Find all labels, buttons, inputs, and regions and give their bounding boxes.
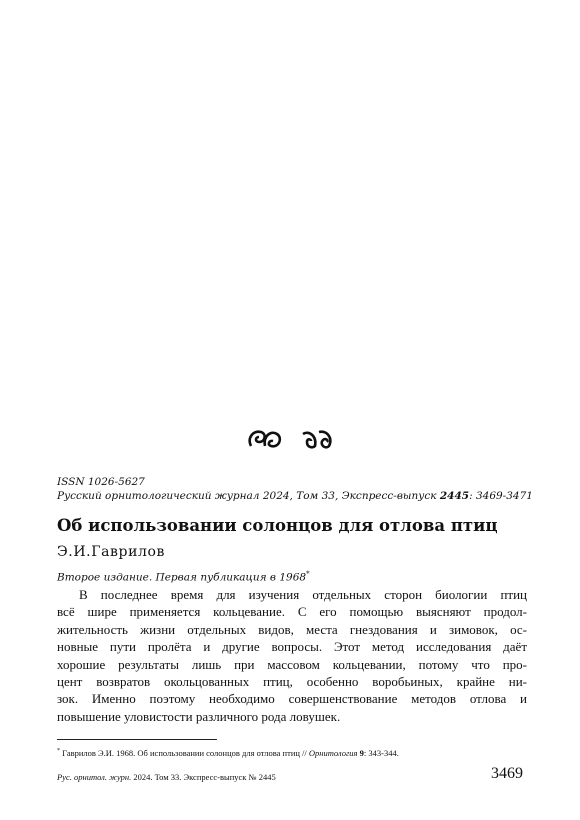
body-line: новные пути пролёта и другие вопросы. Этот метод исследования даёт bbox=[57, 639, 527, 655]
article-body bbox=[57, 586, 527, 725]
body-line: всё шире применяется кольцевание. С его помощью выясняют продол- bbox=[57, 604, 527, 620]
running-footer bbox=[57, 772, 276, 783]
edition-note bbox=[57, 568, 310, 585]
body-line: зок. Именно поэтому необходимо совершенствование методов отлова и bbox=[57, 691, 527, 707]
body-line: цент возвратов окольцованных птиц, особенно воробьиных, крайне ни- bbox=[57, 674, 527, 690]
footnote-pages: : 343-344. bbox=[363, 747, 399, 758]
footnote bbox=[57, 746, 527, 759]
footnote-text: Гаврилов Э.И. 1968. Об использовании солонцов для отлова птиц // bbox=[60, 747, 309, 758]
article-title: Об использовании солонцов для отлова птиц bbox=[57, 516, 498, 535]
body-line: повышение уловистости различного рода ловушек. bbox=[57, 708, 341, 724]
footnote-marker: * bbox=[306, 570, 310, 578]
page-number: 3469 bbox=[491, 765, 523, 782]
footer-journal: Рус. орнитол. журн. bbox=[57, 772, 132, 782]
footnote-divider bbox=[57, 739, 217, 740]
fleuron-icon bbox=[245, 426, 335, 452]
journal-name: Русский орнитологический журнал 2024, Том 33, Экспресс-выпуск bbox=[57, 490, 440, 502]
footer-details: 2024. Том 33. Экспресс-выпуск № 2445 bbox=[131, 772, 276, 782]
ornament-fleuron bbox=[0, 426, 580, 458]
footnote-marker: * bbox=[57, 748, 60, 754]
footnote-journal: Орнитология bbox=[308, 747, 358, 758]
body-line: В последнее время для изучения отдельных сторон биологии птиц bbox=[79, 587, 527, 602]
issn: ISSN 1026-5627 bbox=[57, 476, 145, 488]
edition-note-text: Второе издание. Первая публикация в 1968 bbox=[57, 571, 307, 584]
journal-pages: : 3469-3471 bbox=[469, 490, 533, 502]
journal-issue: 2445 bbox=[439, 490, 470, 502]
footnote-volume: 9 bbox=[359, 747, 364, 758]
article-author: Э.И.Гаврилов bbox=[57, 544, 166, 560]
body-line: жительность жизни отдельных видов, места гнездования и зимовок, ос- bbox=[57, 621, 527, 637]
body-line: хорошие результаты лишь при массовом кольцевании, потому что про- bbox=[57, 656, 527, 672]
journal-citation bbox=[57, 490, 533, 503]
